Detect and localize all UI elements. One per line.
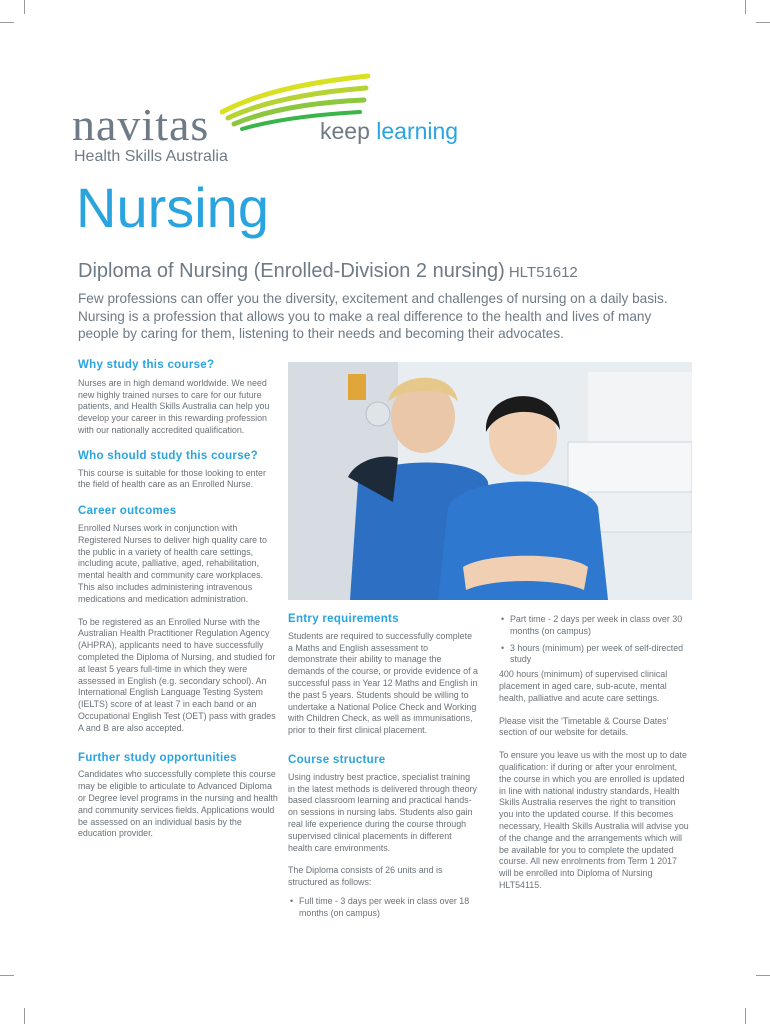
crop-mark [745, 1008, 746, 1024]
course-name: Diploma of Nursing (Enrolled-Division 2 nursing) [78, 260, 505, 282]
career-heading: Career outcomes [78, 505, 177, 518]
structure-heading: Course structure [288, 753, 386, 766]
tagline-keep: keep [320, 118, 370, 144]
right-column [499, 614, 689, 892]
tagline [320, 118, 458, 145]
middle-column [288, 614, 478, 920]
crop-mark [0, 22, 14, 23]
crop-mark [745, 0, 746, 14]
tagline-learning: learning [376, 118, 459, 144]
nurses-illustration [288, 362, 692, 600]
who-heading: Who should study this course? [78, 449, 258, 462]
course-subtitle [78, 260, 578, 283]
logo-subtitle: Health Skills Australia [74, 148, 228, 165]
structure-text-2: The Diploma consists of 26 units and is structured as follows: [288, 865, 443, 888]
bullet-part-time: • Part time - 2 days per week in class over 30 months (on campus) [499, 614, 689, 638]
crop-mark [756, 22, 770, 23]
further-heading: Further study opportunities [78, 751, 237, 764]
left-column [78, 360, 278, 840]
bullet-full-time: • Full time - 3 days per week in class over 18 months (on campus) [288, 896, 478, 920]
further-text: Candidates who successfully complete this course may be eligible to articulate to Advanced Diploma or Degree level programs in the nursing and health and community services fields. Applications would be assessed on an individual basis by the education provider. [78, 769, 278, 839]
ensure-text: To ensure you leave us with the most up to date qualification: if during or after your enrolment, the course in which you are enrolled is updated in line with national industry standards, Health Skills Australia reserves the right to transition you into the updated course. If this becomes necessary, Health Skills Australia will advise you of the change and the arrangements which will be available for you to complete the updated course. All new enrolments from Term 1 2017 will be enrolled into Diploma of Nursing HLT54115. [499, 750, 689, 890]
why-heading: Why study this course? [78, 359, 215, 371]
logo-wordmark: navitas [72, 99, 210, 150]
entry-heading: Entry requirements [288, 613, 399, 625]
crop-mark [24, 0, 25, 14]
course-code: HLT51612 [508, 264, 578, 281]
page-title: Nursing [76, 176, 269, 239]
nurses-photo [288, 362, 692, 600]
crop-mark [0, 975, 14, 976]
navitas-logo [70, 72, 310, 172]
bullet-self-directed: • 3 hours (minimum) per week of self-directed study [499, 643, 689, 667]
who-text: This course is suitable for those looking to enter the field of health care as an Enrolled Nurse. [78, 467, 266, 490]
career-text-2: To be registered as an Enrolled Nurse with the Australian Health Practitioner Regulation Agency (AHPRA), applicants need to have successfully completed the Diploma of Nursing, and studied for at least 5 years full-time in which they were assessed in English (e.g. secondary school). An International English Language Testing System (IELTS) score of at least 7 in each band or an Occupational English Test (OET) pass with grades A and B are also accepted. [78, 616, 276, 733]
why-text: Nurses are in high demand worldwide. We need new highly trained nurses to care for our future patients, and Health Skills Australia can help you develop your career in this rewarding profession with our nationally accredited qualification. [78, 377, 270, 435]
crop-mark [756, 975, 770, 976]
entry-text: Students are required to successfully complete a Maths and English assessment to demonstrate their ability to manage the demands of the course, or provide evidence of a successful pass in Year 12 Maths and English in the past 5 years. Students should be willing to undertake a National Police Check and Working with Children Check, as well as immunisations, prior to their first clinical placement. [288, 630, 478, 736]
visit-text: Please visit the 'Timetable & Course Dates' section of our website for details. [499, 715, 669, 738]
placement-text: 400 hours (minimum) of supervised clinical placement in aged care, sub-acute, mental health, palliative and acute care settings. [499, 669, 668, 703]
intro-paragraph: Few professions can offer you the diversity, excitement and challenges of nursing on a daily basis. Nursing is a profession that allows you to make a real difference to the health and lives of many people by caring for them, listening to their needs and becoming their advocates. [78, 291, 668, 341]
career-text-1: Enrolled Nurses work in conjunction with Registered Nurses to deliver high quality care to the public in a variety of health care settings, including acute, palliative, aged, rehabilitation, mental health and community care workplaces. This also includes administering intravenous medications and medication administration. [78, 522, 267, 604]
crop-mark [24, 1008, 25, 1024]
structure-text-1: Using industry best practice, specialist training in the latest methods is delivered through theory based classroom learning and practical hands-on sessions in nursing labs. Students also gain real life experience during the course through supervised clinical placements in different health care environments. [288, 771, 477, 853]
